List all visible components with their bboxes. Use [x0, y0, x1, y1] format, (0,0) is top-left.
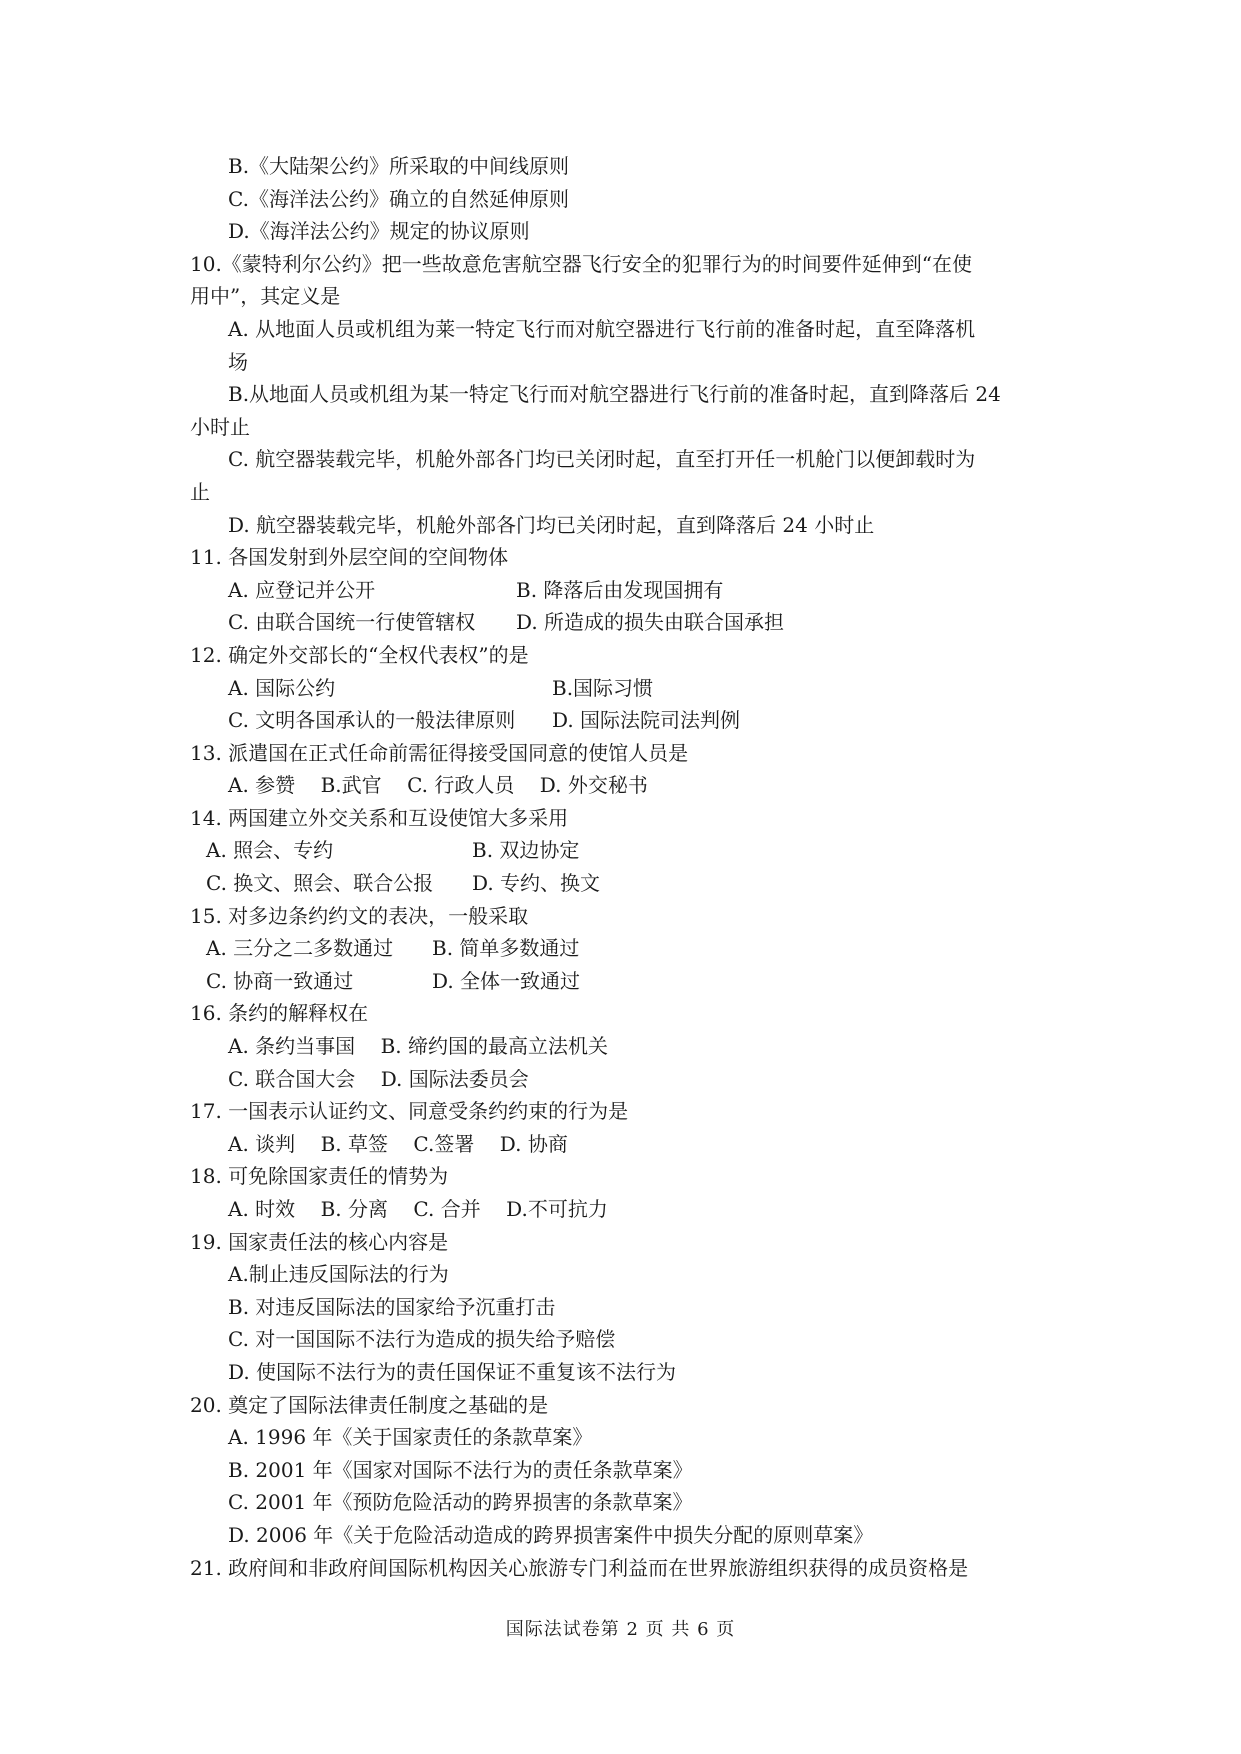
option-line: C. 联合国大会 D. 国际法委员会	[228, 1066, 529, 1091]
option-line: C.《海洋法公约》确立的自然延伸原则	[228, 186, 569, 211]
option-line: B.《大陆架公约》所采取的中间线原则	[228, 154, 570, 178]
option-line: D. 2006 年《关于危险活动造成的跨界损害案件中损失分配的原则草案》	[228, 1522, 874, 1547]
option-row	[190, 574, 1060, 607]
option-c: C. 由联合国统一行使管辖权	[228, 610, 476, 635]
option-line: B. 2001 年《国家对国际不法行为的责任条款草案》	[228, 1457, 693, 1482]
option-line: C. 对一国国际不法行为造成的损失给予赔偿	[228, 1327, 616, 1352]
option-line: B. 对违反国际法的国家给予沉重打击	[228, 1294, 556, 1319]
option-line: D. 航空器装载完毕，机舱外部各门均已关闭时起，直到降落后 24 小时止	[228, 512, 875, 537]
option-line: C. 航空器装载完毕，机舱外部各门均已关闭时起，直至打开任一机舱门以便卸载时为	[228, 447, 976, 472]
option-line: A. 从地面人员或机组为莱一特定飞行而对航空器进行飞行前的准备时起，直至降落机	[228, 316, 976, 341]
option-d: D. 国际法院司法判例	[552, 708, 741, 733]
option-row	[190, 606, 1060, 639]
question-line: 15. 对多边条约约文的表决，一般采取	[190, 903, 529, 928]
option-line: A. 谈判 B. 草签 C.签署 D. 协商	[228, 1131, 568, 1156]
question-text	[190, 150, 1060, 1584]
page-footer: 国际法试卷第 2 页 共 6 页	[505, 1619, 736, 1640]
question-line: 10.《蒙特利尔公约》把一些故意危害航空器飞行安全的犯罪行为的时间要件延伸到“在使	[190, 251, 973, 276]
option-line: A.制止违反国际法的行为	[228, 1262, 449, 1287]
option-line: 止	[190, 479, 210, 504]
option-row	[190, 932, 1060, 965]
question-line: 12. 确定外交部长的“全权代表权”的是	[190, 642, 529, 667]
option-a: A. 应登记并公开	[228, 577, 376, 602]
option-line: D.《海洋法公约》规定的协议原则	[228, 219, 530, 244]
option-a: A. 国际公约	[228, 675, 336, 700]
question-line: 17. 一国表示认证约文、同意受条约约束的行为是	[190, 1099, 629, 1124]
option-line: 小时止	[190, 414, 250, 439]
option-row	[190, 672, 1060, 705]
question-line: 14. 两国建立外交关系和互设使馆大多采用	[190, 805, 569, 830]
option-c: C. 协商一致通过	[206, 968, 354, 993]
option-line: 场	[228, 349, 248, 374]
option-row	[190, 834, 1060, 867]
question-line: 用中”，其定义是	[190, 284, 341, 309]
option-b: B.国际习惯	[552, 675, 654, 700]
question-line: 18. 可免除国家责任的情势为	[190, 1164, 449, 1189]
option-row	[190, 867, 1060, 900]
option-d: D. 专约、换文	[472, 871, 601, 896]
option-line: A. 条约当事国 B. 缔约国的最高立法机关	[228, 1034, 608, 1059]
question-line: 16. 条约的解释权在	[190, 1001, 369, 1026]
question-line: 19. 国家责任法的核心内容是	[190, 1229, 449, 1254]
question-line: 11. 各国发射到外层空间的空间物体	[190, 545, 509, 570]
option-line: B.从地面人员或机组为某一特定飞行而对航空器进行飞行前的准备时起，直到降落后 24	[228, 382, 1001, 407]
option-line: A. 参赞 B.武官 C. 行政人员 D. 外交秘书	[228, 773, 648, 798]
question-line: 20. 奠定了国际法律责任制度之基础的是	[190, 1392, 549, 1417]
option-line: A. 1996 年《关于国家责任的条款草案》	[228, 1425, 593, 1450]
option-d: D. 所造成的损失由联合国承担	[516, 610, 785, 635]
option-d: D. 全体一致通过	[432, 968, 581, 993]
option-row	[190, 704, 1060, 737]
option-row	[190, 965, 1060, 998]
option-c: C. 换文、照会、联合公报	[206, 871, 434, 896]
question-line: 13. 派遣国在正式任命前需征得接受国同意的使馆人员是	[190, 740, 689, 765]
option-line: A. 时效 B. 分离 C. 合并 D.不可抗力	[228, 1197, 608, 1221]
option-a: A. 照会、专约	[206, 838, 334, 863]
option-line: D. 使国际不法行为的责任国保证不重复该不法行为	[228, 1359, 677, 1384]
option-line: C. 2001 年《预防危险活动的跨界损害的条款草案》	[228, 1490, 693, 1515]
option-b: B. 双边协定	[472, 838, 580, 863]
question-line: 21. 政府间和非政府间国际机构因关心旅游专门利益而在世界旅游组织获得的成员资格是	[190, 1555, 969, 1580]
option-b: B. 简单多数通过	[432, 936, 580, 961]
option-c: C. 文明各国承认的一般法律原则	[228, 708, 516, 733]
option-b: B. 降落后由发现国拥有	[516, 577, 724, 602]
option-a: A. 三分之二多数通过	[206, 936, 394, 961]
